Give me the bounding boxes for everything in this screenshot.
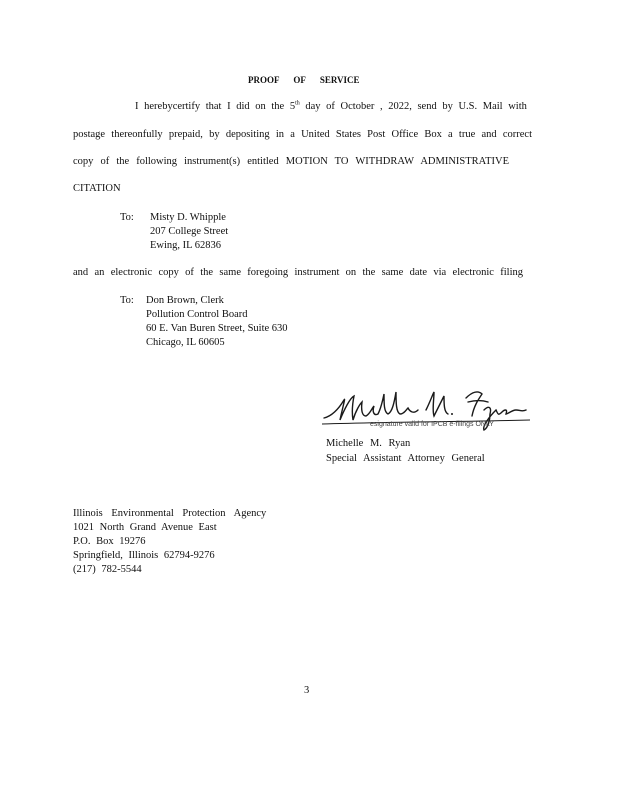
certify-line-1: [135, 101, 527, 112]
certify-line-2: postage thereonfully prepaid, by depositing in a United States Post Office Box a true and correct: [73, 129, 532, 140]
recipient-1-name: Misty D. Whipple: [150, 212, 226, 223]
to-label-2: To:: [120, 295, 134, 306]
agency-phone: (217) 782-5544: [73, 564, 142, 575]
esignature-note: esignature valid for IPCB e-filings ONLY: [370, 421, 494, 428]
recipient-2-name: Don Brown, Clerk: [146, 295, 224, 306]
recipient-2-org: Pollution Control Board: [146, 309, 248, 320]
certify-text-a: I herebycertify that I did on the 5: [135, 101, 296, 112]
certify-line-3: copy of the following instrument(s) entitled MOTION TO WITHDRAW ADMINISTRATIVE: [73, 156, 509, 167]
recipient-1-address: [150, 211, 228, 253]
agency-city: Springfield, Illinois 62794-9276: [73, 550, 215, 561]
recipient-2-street: 60 E. Van Buren Street, Suite 630: [146, 323, 288, 334]
electronic-filing-line: and an electronic copy of the same foregoing instrument on the same date via electronic filing: [73, 267, 523, 278]
document-title: PROOF OF SERVICE: [248, 75, 360, 85]
signature-image: [322, 380, 532, 436]
recipient-1-street: 207 College Street: [150, 226, 229, 237]
signer-name: Michelle M. Ryan: [326, 438, 411, 449]
certify-line-4: CITATION: [73, 183, 121, 194]
agency-address: [73, 507, 266, 577]
signer-block: [326, 436, 485, 466]
recipient-2-city: Chicago, IL 60605: [146, 337, 225, 348]
to-label-1: To:: [120, 212, 134, 223]
agency-name: Illinois Environmental Protection Agency: [73, 508, 267, 519]
agency-po-box: P.O. Box 19276: [73, 536, 146, 547]
ordinal-suffix: th: [295, 100, 300, 107]
signer-title: Special Assistant Attorney General: [326, 453, 485, 464]
recipient-2-address: [146, 294, 288, 350]
certify-text-b: day of October , 2022, send by U.S. Mail with: [305, 101, 527, 112]
recipient-1-city: Ewing, IL 62836: [150, 240, 222, 251]
page-number: 3: [304, 685, 310, 696]
agency-street: 1021 North Grand Avenue East: [73, 522, 217, 533]
